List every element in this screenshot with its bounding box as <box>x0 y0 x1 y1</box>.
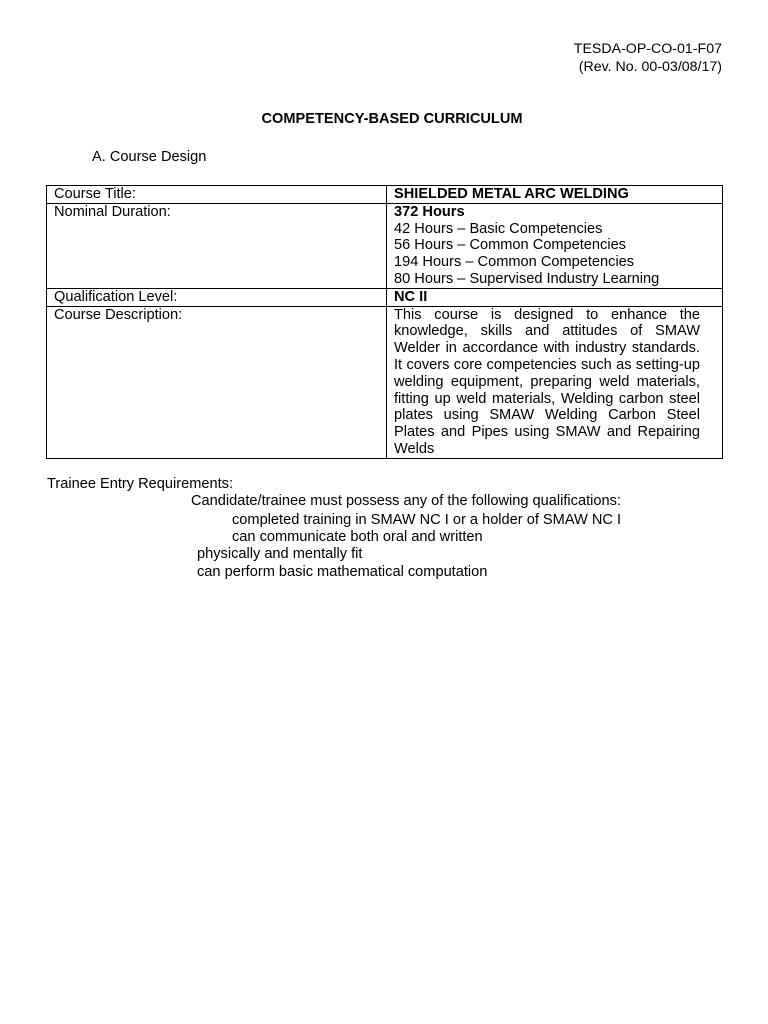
section-heading: A. Course Design <box>92 149 207 165</box>
table-row-course-description <box>47 306 723 458</box>
entry-requirements-intro: Candidate/trainee must possess any of the following qualifications: <box>191 493 621 509</box>
duration-line: 194 Hours – Common Competencies <box>394 254 635 271</box>
duration-line: 42 Hours – Basic Competencies <box>394 220 603 237</box>
course-description-label: Course Description: <box>47 306 387 458</box>
table-row-course-title <box>47 186 723 204</box>
requirement-item: physically and mentally fit <box>197 546 363 562</box>
course-design-table <box>46 185 723 459</box>
course-title-value: SHIELDED METAL ARC WELDING <box>387 186 723 204</box>
total-hours: 372 Hours <box>394 203 465 220</box>
qualification-level-value: NC II <box>387 288 723 306</box>
requirement-item: can perform basic mathematical computation <box>197 564 488 580</box>
duration-line: 80 Hours – Supervised Industry Learning <box>394 270 660 287</box>
course-title-label: Course Title: <box>47 186 387 204</box>
duration-line: 56 Hours – Common Competencies <box>394 237 626 254</box>
table-row-nominal-duration <box>47 203 723 288</box>
nominal-duration-value <box>387 203 723 288</box>
requirement-item: completed training in SMAW NC I or a holder of SMAW NC I <box>232 512 622 528</box>
nominal-duration-label: Nominal Duration: <box>47 203 387 288</box>
revision-number: (Rev. No. 00-03/08/17) <box>578 59 722 75</box>
table-row-qualification-level <box>47 288 723 306</box>
document-code: TESDA-OP-CO-01-F07 <box>573 41 722 57</box>
course-description-value: This course is designed to enhance the knowledge, skills and attitudes of SMAW Welder in accordance with industry standards. It covers core competencies such as setting-up welding equipment, preparing weld materials, fitting up weld materials, Welding carbon steel plates using SMAW Welding Carbon Steel Plates and Pipes using SMAW and Repairing Welds <box>387 306 723 458</box>
requirement-item: can communicate both oral and written <box>232 529 483 545</box>
entry-requirements-heading: Trainee Entry Requirements: <box>47 476 234 492</box>
page-title: COMPETENCY-BASED CURRICULUM <box>261 111 523 127</box>
document-code-block <box>574 40 722 76</box>
qualification-level-label: Qualification Level: <box>47 288 387 306</box>
